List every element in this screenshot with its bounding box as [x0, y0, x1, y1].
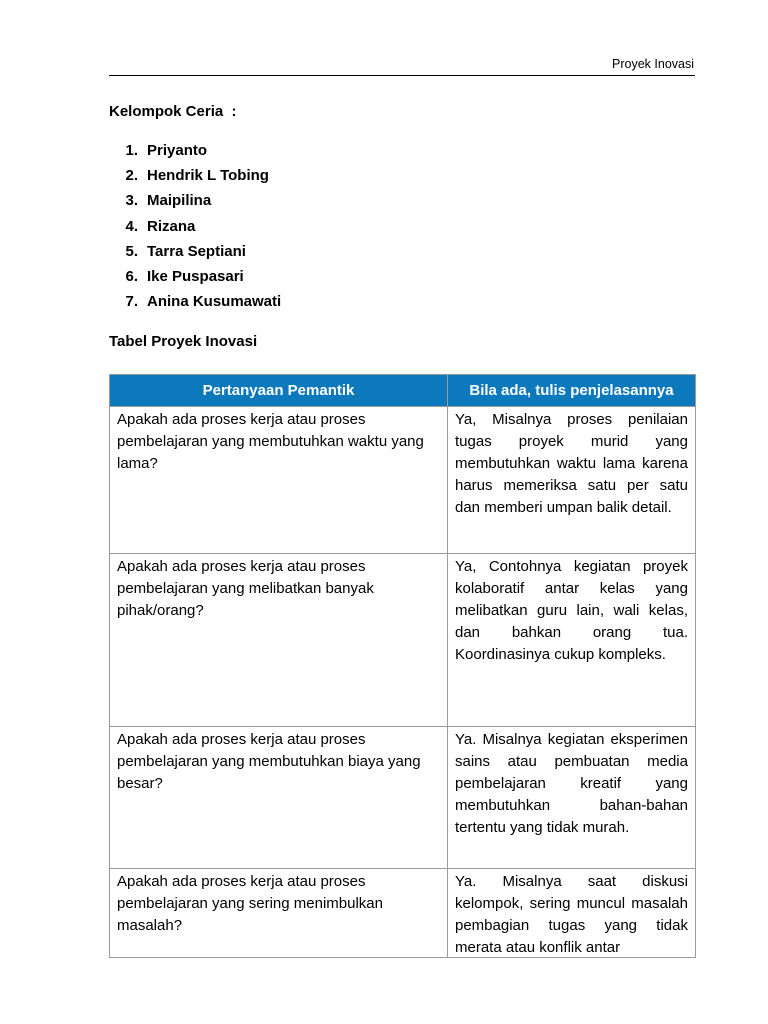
question-cell: Apakah ada proses kerja atau proses pembelajaran yang membutuhkan biaya yang besar? [110, 727, 448, 869]
list-item [109, 142, 281, 167]
member-name: Anina Kusumawati [147, 293, 282, 311]
member-name: Hendrik L Tobing [147, 167, 269, 185]
answer-cell: Ya, Misalnya proses penilaian tugas proyek murid yang membutuhkan waktu lama karena harus memeriksa satu per satu dan memberi umpan balik detail. [448, 407, 696, 554]
list-number: 5. [125, 242, 138, 260]
innovation-table [109, 374, 696, 958]
question-cell: Apakah ada proses kerja atau proses pembelajaran yang melibatkan banyak pihak/orang? [110, 554, 448, 727]
table-row [110, 727, 696, 869]
list-number: 3. [125, 192, 138, 210]
question-cell: Apakah ada proses kerja atau proses pembelajaran yang sering menimbulkan masalah? [110, 869, 448, 958]
list-item [109, 218, 281, 243]
list-number: 4. [125, 217, 138, 235]
group-title: Kelompok Ceria : [109, 103, 237, 120]
question-cell: Apakah ada proses kerja atau proses pembelajaran yang membutuhkan waktu yang lama? [110, 407, 448, 554]
member-name: Tarra Septiani [147, 242, 246, 260]
list-item [109, 268, 281, 293]
answer-cell-wrapper [448, 869, 696, 958]
table-row [110, 407, 696, 554]
table-row [110, 869, 696, 958]
list-item [109, 243, 281, 268]
table-row [110, 554, 696, 727]
header-divider [109, 75, 695, 76]
member-name: Maipilina [147, 192, 212, 210]
member-name: Ike Puspasari [147, 267, 244, 285]
column-header-explanation: Bila ada, tulis penjelasannya [448, 375, 696, 407]
list-number: 6. [125, 267, 138, 285]
list-number: 7. [125, 293, 138, 311]
list-number: 1. [125, 142, 138, 159]
list-item [109, 192, 281, 217]
member-name: Rizana [147, 217, 196, 235]
answer-cell: Ya. Misalnya saat diskusi kelompok, sering muncul masalah pembagian tugas yang tidak merata atau konflik antar [455, 873, 688, 956]
column-header-question: Pertanyaan Pemantik [110, 375, 448, 407]
member-list [109, 142, 281, 318]
answer-cell: Ya, Contohnya kegiatan proyek kolaboratif antar kelas yang melibatkan guru lain, wali kelas, dan bahkan orang tua. Koordinasinya cukup kompleks. [448, 554, 696, 727]
answer-cell: Ya. Misalnya kegiatan eksperimen sains atau pembuatan media pembelajaran kreatif yang membutuhkan bahan-bahan tertentu yang tidak murah. [448, 727, 696, 869]
member-name: Priyanto [147, 142, 208, 159]
table-title: Tabel Proyek Inovasi [109, 333, 258, 350]
table-header-row [110, 375, 696, 407]
list-number: 2. [125, 167, 138, 185]
list-item [109, 167, 281, 192]
list-item [109, 293, 281, 318]
page-header-title: Proyek Inovasi [612, 57, 694, 71]
